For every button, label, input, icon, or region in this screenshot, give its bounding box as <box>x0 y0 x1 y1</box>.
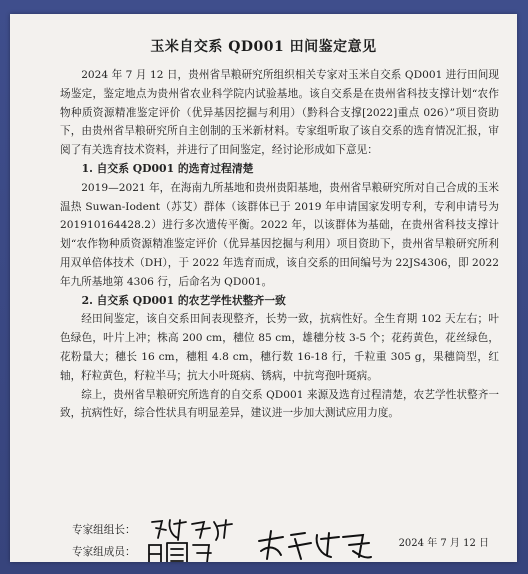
document-title: 玉米自交系 QD001 田间鉴定意见 <box>150 39 377 55</box>
section2-heading: 2. 自交系 QD001 的农艺学性状整齐一致 <box>81 293 286 307</box>
member-signature-2 <box>255 529 375 562</box>
members-label: 专家组成员： <box>72 546 136 558</box>
document-body <box>60 66 499 423</box>
intro-paragraph: 2024 年 7 月 12 日，贵州省旱粮研究所组织相关专家对玉米自交系 QD001 进行田间现场鉴定，鉴定地点为贵州省农业科学院内试验基地。该自交系是在贵州省科技支撑计划“农作物种质资源精准鉴定评价（优异基因挖掘与利用）（黔科合支撑[2022]重点 026）”项目资助下，由贵州省旱粮研究所自主创制的玉米新材料。专家组听取了该自交系的选育情况汇报，审阅了有关选育技术资料，并进行了田间鉴定，经讨论形成如下意见： <box>60 69 499 157</box>
section1-heading: 1. 自交系 QD001 的选育过程清楚 <box>81 161 254 175</box>
document-page <box>10 14 517 562</box>
section2-paragraph: 经田间鉴定，该自交系田间表现整齐，长势一致，抗病性好。全生育期 102 天左右；叶色绿色，叶片上冲；株高 200 cm，穗位 85 cm，雄穗分枝 3-5 个；花药黄色，花丝绿色，花粉量大；穗长 16 cm，穗粗 4.8 cm，穗行数 16-18 行，千粒重 305 g，果穗筒型，红轴，籽粒黄色，籽粒半马；抗大小叶斑病、锈病，中抗弯孢叶斑病。 <box>60 313 499 382</box>
leader-label: 专家组组长： <box>72 524 136 536</box>
section1-paragraph: 2019—2021 年，在海南九所基地和贵州贵阳基地，贵州省旱粮研究所对自己合成的玉米温热 Suwan-Iodent（苏艾）群体（该群体已于 2019 年申请国家发明专利，专利申请号为 201910164428.2）进行多次遗传平衡。2022 年，以该群体为基础，在贵州省科技支撑计划“农作物种质资源精准鉴定评价（优异基因挖掘与利用）项目资助下，贵州省旱粮研究所利用双单倍体技术（DH），于 2022 年选育而成，该自交系的田间编号为 22JS4306，即 2022 年九所基地第 4306 行，后命名为 QD001。 <box>60 181 499 288</box>
member-signature-1 <box>145 539 215 562</box>
conclusion-paragraph: 综上，贵州省旱粮研究所选育的自交系 QD001 来源及选育过程清楚，农艺学性状整齐一致，抗病性好，综合性状具有明显差异，建议进一步加大测试应用力度。 <box>60 388 499 420</box>
document-date: 2024 年 7 月 12 日 <box>398 538 489 549</box>
signature-block <box>72 519 136 562</box>
